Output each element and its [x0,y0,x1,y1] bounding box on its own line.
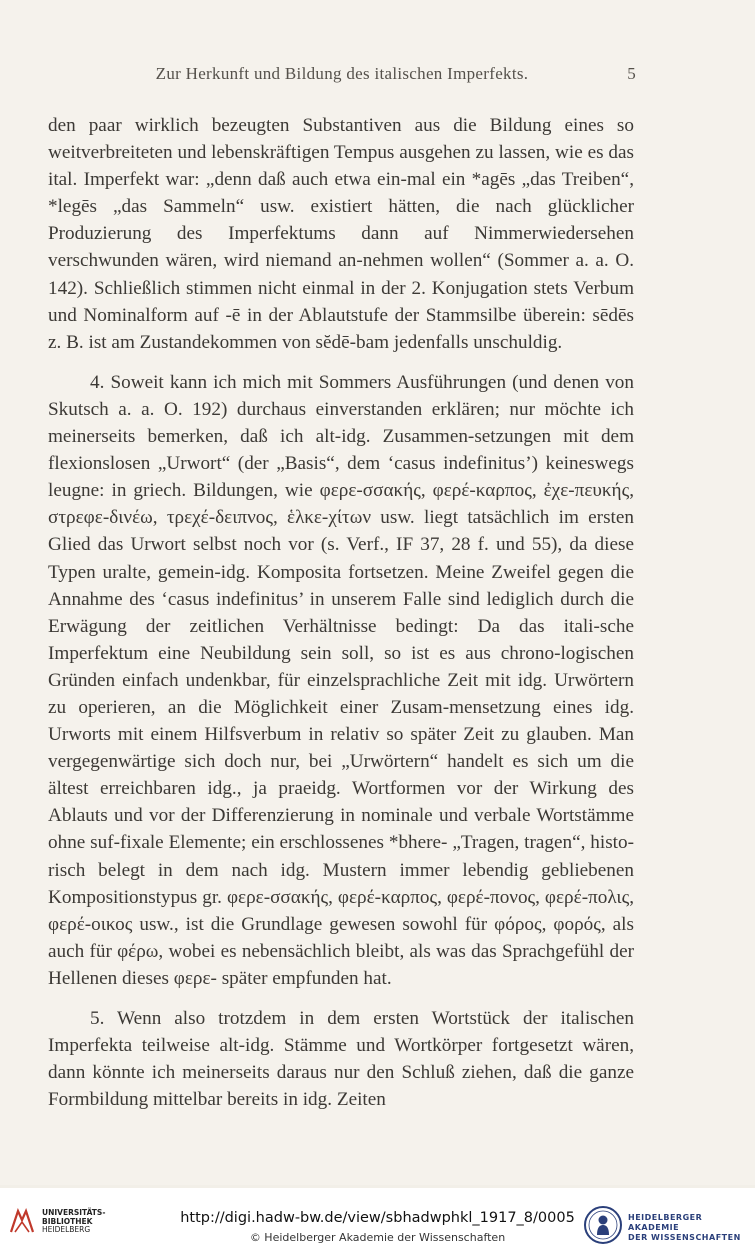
academy-seal-icon [583,1205,623,1245]
running-title: Zur Herkunft und Bildung des italischen Imperfekts. [155,64,529,83]
copyright-notice: © Heidelberger Akademie der Wissenschaften [249,1231,506,1244]
paragraph-section-4: 4. Soweit kann ich mich mit Sommers Ausführungen (und denen von Skutsch a. a. O. 192) durchaus einverstanden erklären; nur möchte ich meinerseits bemerken, daß ich alt-idg. Zusammen-setzungen mit dem flexionslosen „Urwort“ (der „Basis“, dem ‘casus indefinitus’) keineswegs leugne: in griech. Bildungen, wie φερε-σσακής, φερέ-καρπος, ἐχε-πευκής, στρεφε-δινέω, τρεχέ-δειπνος, ἑλκε-χίτων usw. liegt tatsächlich im ersten Glied das Urwort selbst noch vor (s. Verf., IF 37, 28 f. und 55), da diese Typen uralte, gemein-idg. Komposita fortsetzen. Meine Zweifel gegen die Annahme des ‘casus indefinitus’ in unserem Falle sind lediglich durch die Erwägung der zeitlichen Verhältnisse bedingt: Da das itali-sche Imperfektum eine Neubildung sein soll, so ist es aus chrono-logischen Gründen einfach undenkbar, für einzelsprachliche Zeit mit idg. Urwörtern zu operieren, an die Möglichkeit einer Zusam-mensetzung eines idg. Urworts mit einem Hilfsverbum in relativ so später Zeit zu glauben. Man vergegenwärtige sich doch nur, bei „Urwörtern“ handelt es sich um die ältest erreichbaren idg., ja praeidg. Wortformen vor der Wirkung des Ablauts und vor der Differenzierung in nominale und verbale Wortstämme ohne suf-fixale Elemente; ein erschlossenes *bhere- „Tragen, tragen“, histo-risch belegt in dem nach idg. Mustern immer lebendig gebliebenen Kompositionstypus gr. φερε-σσακής, φερέ-καρπος, φερέ-πονος, φερέ-πολις, φερέ-οικος usw., ist die Grundlage gewesen sowohl für φόρος, φορός, als auch für φέρω, wobei es nebensächlich bleibt, als was das Sprachgefühl der Hellenen dieses φερε- später empfunden hat. [48,371,634,989]
permalink-url[interactable]: http://digi.hadw-bw.de/view/sbhadwphkl_1917_8/0005 [180,1210,575,1226]
paragraph-continued: den paar wirklich bezeugten Substantiven aus die Bildung eines so weitverbreiteten und lebenskräftigen Tempus ausgehen zu lassen, wie es das ital. Imperfekt war: „denn daß auch etwa ein-mal ein *agēs „das Treiben“, *legēs „das Sammeln“ usw. existiert hätten, die nach glücklicher Produzierung des Imperfektums dann auf Nimmerwiedersehen verschwunden wären, wird niemand an-nehmen wollen“ (Sommer a. a. O. 142). Schließlich stimmen nicht einmal in der 2. Konjugation stets Verbum und Nominalform auf -ē in der Ablautstufe der Stammsilbe überein: sēdēs z. B. ist am Zustandekommen von sĕdē-bam jedenfalls unschuldig. [48,115,634,353]
body-text [48,112,634,1113]
page-number: 5 [627,64,636,83]
paragraph-section-5: 5. Wenn also trotzdem in dem ersten Wortstück der italischen Imperfekta teilweise alt-idg. Stämme und Wortkörper fortgesetzt wären, dann könnte ich meinerseits daraus nur den Schluß ziehen, daß die ganze Formbildung mittelbar bereits in idg. Zeiten [48,1008,634,1111]
library-name: UNIVERSITÄTS- BIBLIOTHEK HEIDELBERG [42,1208,106,1235]
viewer-footer [0,1188,755,1251]
academy-name: HEIDELBERGER AKADEMIE DER WISSENSCHAFTEN [628,1213,741,1242]
